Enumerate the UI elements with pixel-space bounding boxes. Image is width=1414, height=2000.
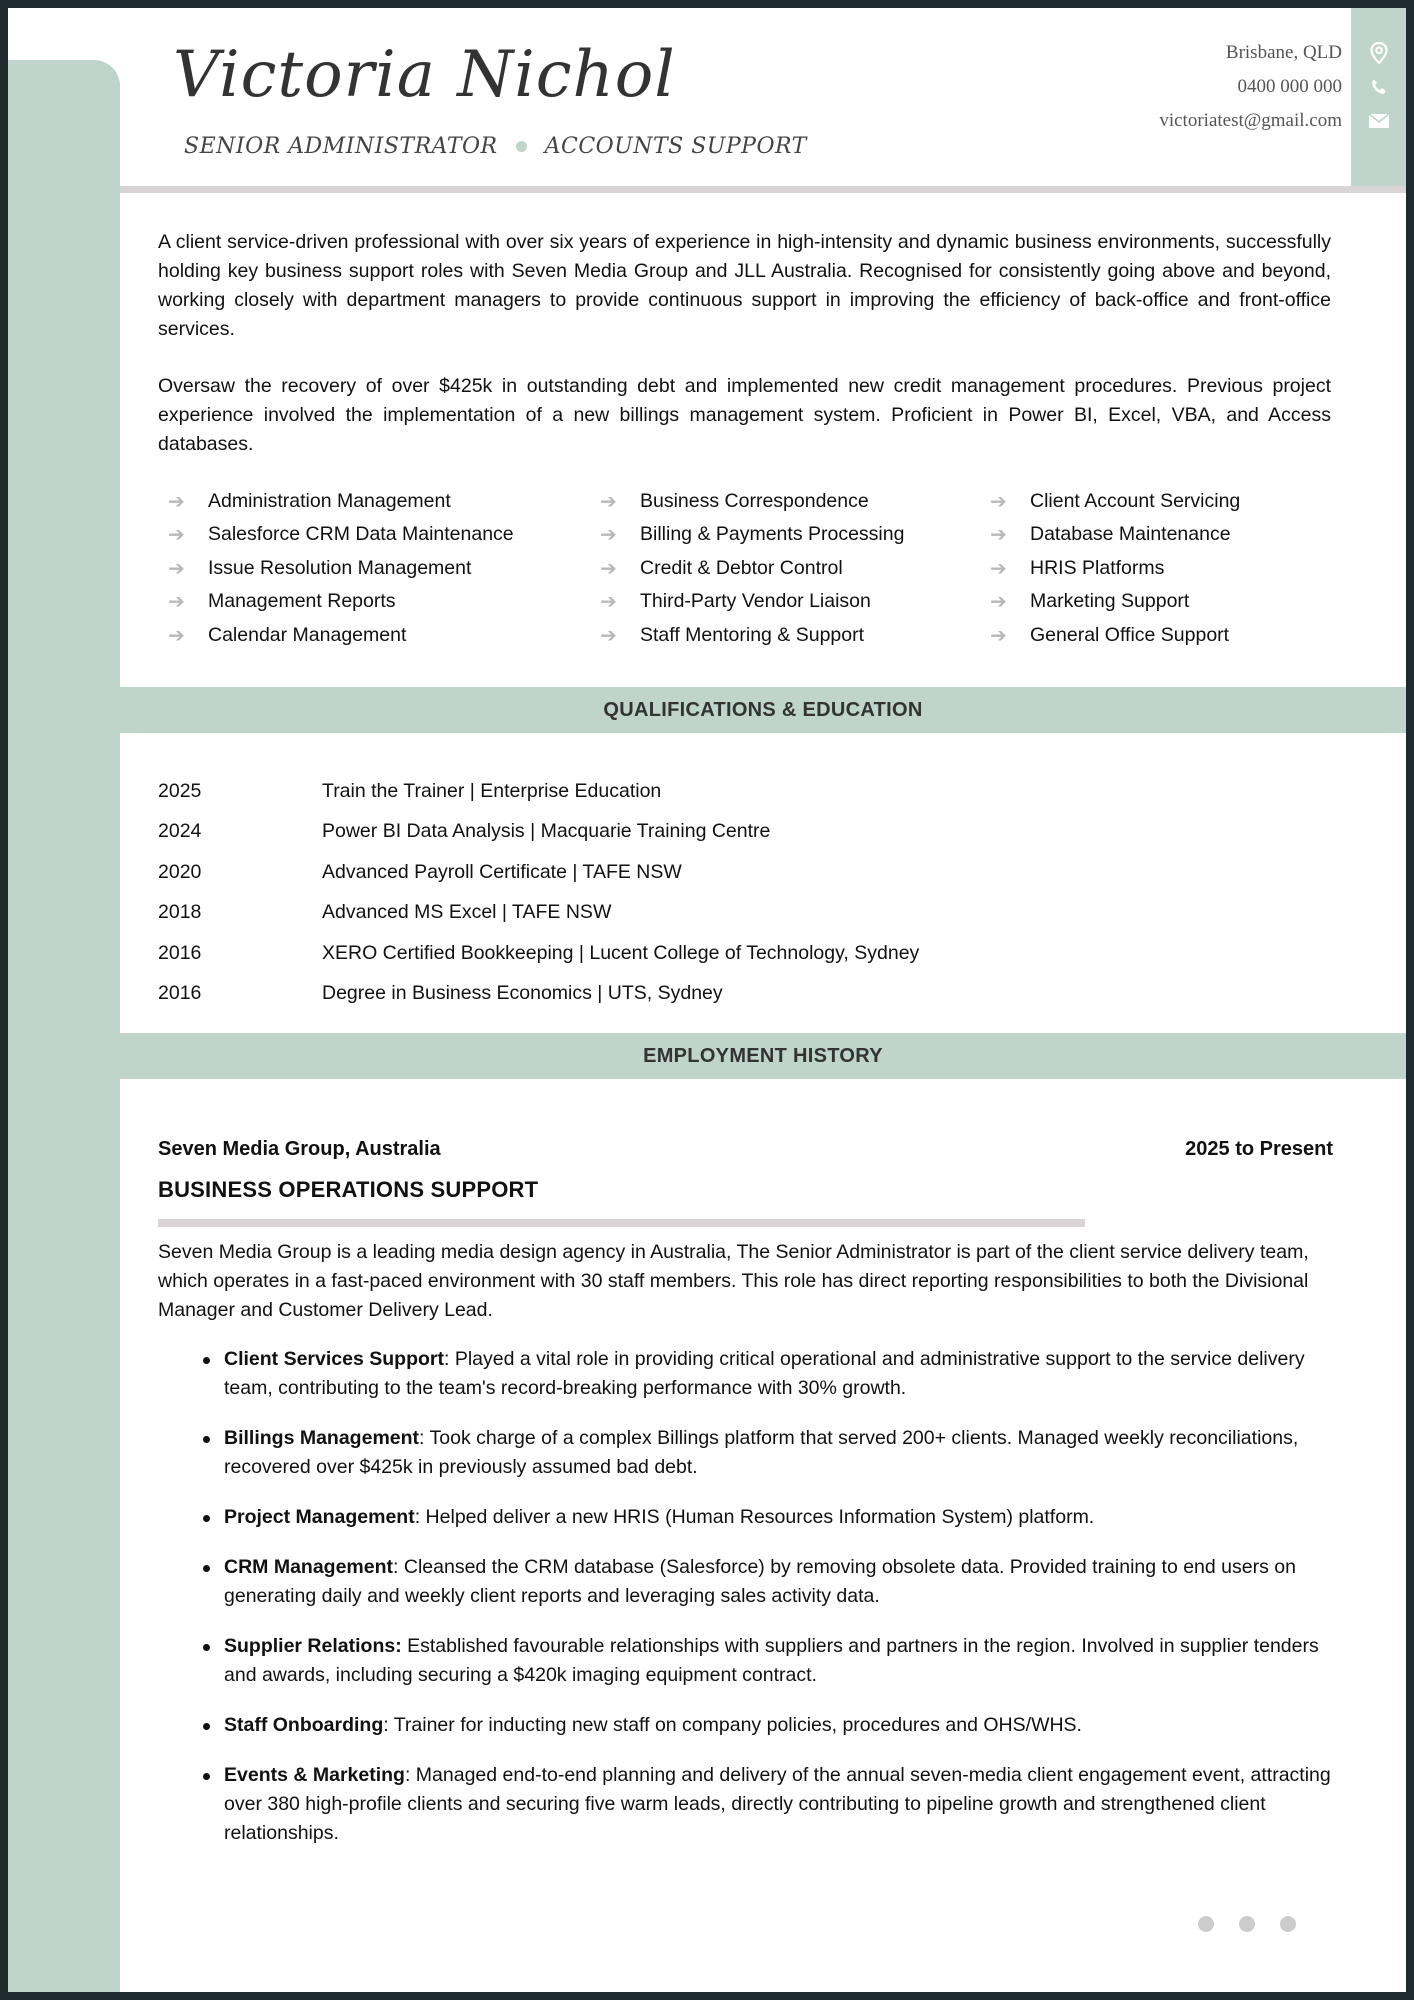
skill-label: Database Maintenance [1030,523,1231,546]
skill-label: Issue Resolution Management [208,556,472,579]
summary-paragraph-2: Oversaw the recovery of over $425k in outstanding debt and implemented new credit management procedures. Previous project experience involved the implementation of a new billings management system. Proficient in Power BI, Excel, VBA, and Access databases. [158,375,1331,455]
skill-label: Billing & Payments Processing [640,523,905,546]
arrow-right-icon: ➔ [168,490,185,513]
qualification-year: 2016 [158,982,202,1005]
achievement-heading: Billings Management [224,1427,420,1449]
skill-item [590,621,980,650]
skill-item [158,521,590,550]
qualification-row [158,974,919,1015]
skill-item [980,621,1310,650]
achievement-heading: CRM Management [224,1556,394,1578]
achievement-item [158,1345,1333,1403]
bullet-dot-icon [203,1723,210,1730]
qualification-year: 2020 [158,860,202,883]
contact-phone: 0400 000 000 [1237,76,1342,97]
arrow-right-icon: ➔ [990,624,1007,647]
skill-item [980,487,1310,516]
title-right: ACCOUNTS SUPPORT [544,134,807,159]
qualification-text: XERO Certified Bookkeeping | Lucent College of Technology, Sydney [322,941,920,964]
title-separator-dot [516,141,527,152]
achievement-heading: Events & Marketing [224,1764,405,1786]
achievement-text: Established favourable relationships with suppliers and partners in the region. Involved in supplier tenders and awards, including securing a $420k imaging equipment contract. [224,1635,1319,1686]
achievement-item [158,1711,1333,1740]
summary-paragraph-1: A client service-driven professional with over six years of experience in high-intensity and dynamic business environments, successfully holding key business support roles with Seven Media Group and JLL Australia. Recognised for consistently going above and beyond, working closely with department managers to provide continuous support in improving the efficiency of back-office and front-office services. [158,231,1331,340]
achievements-list [158,1345,1333,1848]
candidate-name: Victoria Nichol [173,38,676,112]
bullet-dot-icon [203,1773,210,1780]
resume-page [8,8,1406,1992]
qualification-text: Advanced MS Excel | TAFE NSW [322,901,612,924]
achievement-item [158,1424,1333,1482]
employment-heading: EMPLOYMENT HISTORY [120,1033,1406,1079]
arrow-right-icon: ➔ [168,524,185,547]
arrow-right-icon: ➔ [990,557,1007,580]
qualifications-list [158,771,919,1014]
bullet-dot-icon [203,1357,210,1364]
job-title-rule [158,1219,1085,1227]
achievement-item [158,1503,1333,1532]
qualification-text: Advanced Payroll Certificate | TAFE NSW [322,860,682,883]
left-accent-sidebar [8,60,120,1992]
qualification-text: Train the Trainer | Enterprise Education [322,779,662,802]
skill-label: Salesforce CRM Data Maintenance [208,523,514,546]
achievement-heading: Supplier Relations: [224,1635,402,1657]
achievement-text: : Trainer for inducting new staff on company policies, procedures and OHS/WHS. [383,1714,1082,1736]
contact-email[interactable]: victoriatest@gmail.com [1159,110,1342,131]
indicator-dot [1280,1916,1296,1932]
achievement-item [158,1632,1333,1690]
qualification-row [158,933,919,974]
skill-label: Marketing Support [1030,590,1190,613]
qualification-row [158,771,919,812]
skill-item [158,487,590,516]
arrow-right-icon: ➔ [990,490,1007,513]
arrow-right-icon: ➔ [168,557,185,580]
contact-icons [1351,36,1406,138]
skills-grid [158,487,1331,650]
arrow-right-icon: ➔ [168,591,185,614]
profile-summary [158,228,1331,650]
achievement-text: : Cleansed the CRM database (Salesforce) by removing obsolete data. Provided training to end users on generating daily and weekly client reports and leveraging sales activity data. [224,1556,1296,1607]
job-title: BUSINESS OPERATIONS SUPPORT [158,1177,539,1202]
achievement-text: : Played a vital role in providing critical operational and administrative support to the service delivery team, contributing to the team's record-breaking performance with 30% growth. [224,1348,1305,1399]
achievement-text: : Took charge of a complex Billings platform that served 200+ clients. Managed weekly reconciliations, recovered over $425k in previously assumed bad debt. [224,1427,1299,1478]
header-divider [120,186,1406,193]
indicator-dot [1239,1916,1255,1932]
location-pin-icon [1351,36,1406,70]
achievement-heading: Project Management [224,1506,415,1528]
skill-label: Client Account Servicing [1030,489,1241,512]
bullet-dot-icon [203,1565,210,1572]
skill-item [980,521,1310,550]
qualification-year: 2025 [158,779,202,802]
qualification-text: Degree in Business Economics | UTS, Sydney [322,982,723,1005]
arrow-right-icon: ➔ [600,557,617,580]
achievement-item [158,1761,1333,1848]
contact-details [1159,36,1342,138]
achievement-item [158,1553,1333,1611]
qualification-row [158,852,919,893]
job-description: Seven Media Group is a leading media design agency in Australia, The Senior Administrator is part of the client service delivery team, which operates in a fast-paced environment with 30 staff members. This role has direct reporting responsibilities to both the Divisional Manager and Customer Delivery Lead. [158,1241,1309,1321]
job-titles [184,134,807,159]
skill-item [158,588,590,617]
bullet-dot-icon [203,1644,210,1651]
arrow-right-icon: ➔ [600,490,617,513]
skill-item [158,621,590,650]
arrow-right-icon: ➔ [600,624,617,647]
qualification-year: 2024 [158,820,202,843]
skill-label: Business Correspondence [640,489,869,512]
qualification-year: 2018 [158,901,202,924]
title-left: SENIOR ADMINISTRATOR [184,134,498,159]
skill-item [590,521,980,550]
qualification-row [158,893,919,934]
skill-label: Third-Party Vendor Liaison [640,590,871,613]
qualification-year: 2016 [158,941,202,964]
contact-location: Brisbane, QLD [1225,42,1342,63]
skill-label: Administration Management [208,489,451,512]
achievement-text: : Helped deliver a new HRIS (Human Resources Information System) platform. [414,1506,1095,1528]
arrow-right-icon: ➔ [600,591,617,614]
phone-icon [1351,70,1406,104]
bullet-dot-icon [203,1436,210,1443]
arrow-right-icon: ➔ [990,524,1007,547]
arrow-right-icon: ➔ [600,524,617,547]
achievement-heading: Staff Onboarding [224,1714,384,1736]
arrow-right-icon: ➔ [168,624,185,647]
skill-item [590,554,980,583]
bullet-dot-icon [203,1515,210,1522]
qualification-text: Power BI Data Analysis | Macquarie Training Centre [322,820,771,843]
skill-label: Calendar Management [208,623,407,646]
skill-label: Management Reports [208,590,396,613]
skill-item [590,588,980,617]
envelope-icon [1351,104,1406,138]
achievement-heading: Client Services Support [224,1348,444,1370]
job-entry [158,1138,1333,1869]
skill-item [980,588,1310,617]
skill-label: General Office Support [1030,623,1230,646]
job-dates: 2025 to Present [1185,1138,1333,1160]
qualifications-heading: QUALIFICATIONS & EDUCATION [120,687,1406,733]
arrow-right-icon: ➔ [990,591,1007,614]
skill-label: Credit & Debtor Control [640,556,843,579]
skill-label: Staff Mentoring & Support [640,623,865,646]
qualification-row [158,812,919,853]
skill-item [980,554,1310,583]
indicator-dot [1198,1916,1214,1932]
skill-item [158,554,590,583]
achievement-text: : Managed end-to-end planning and delivery of the annual seven-media client engagement event, attracting over 380 high-profile clients and securing five warm leads, directly contributing to pipeline growth and strengthened client relationships. [224,1764,1331,1844]
page-indicator-dots [1198,1916,1296,1932]
company-name: Seven Media Group, Australia [158,1138,441,1160]
skill-item [590,487,980,516]
skill-label: HRIS Platforms [1030,556,1165,579]
